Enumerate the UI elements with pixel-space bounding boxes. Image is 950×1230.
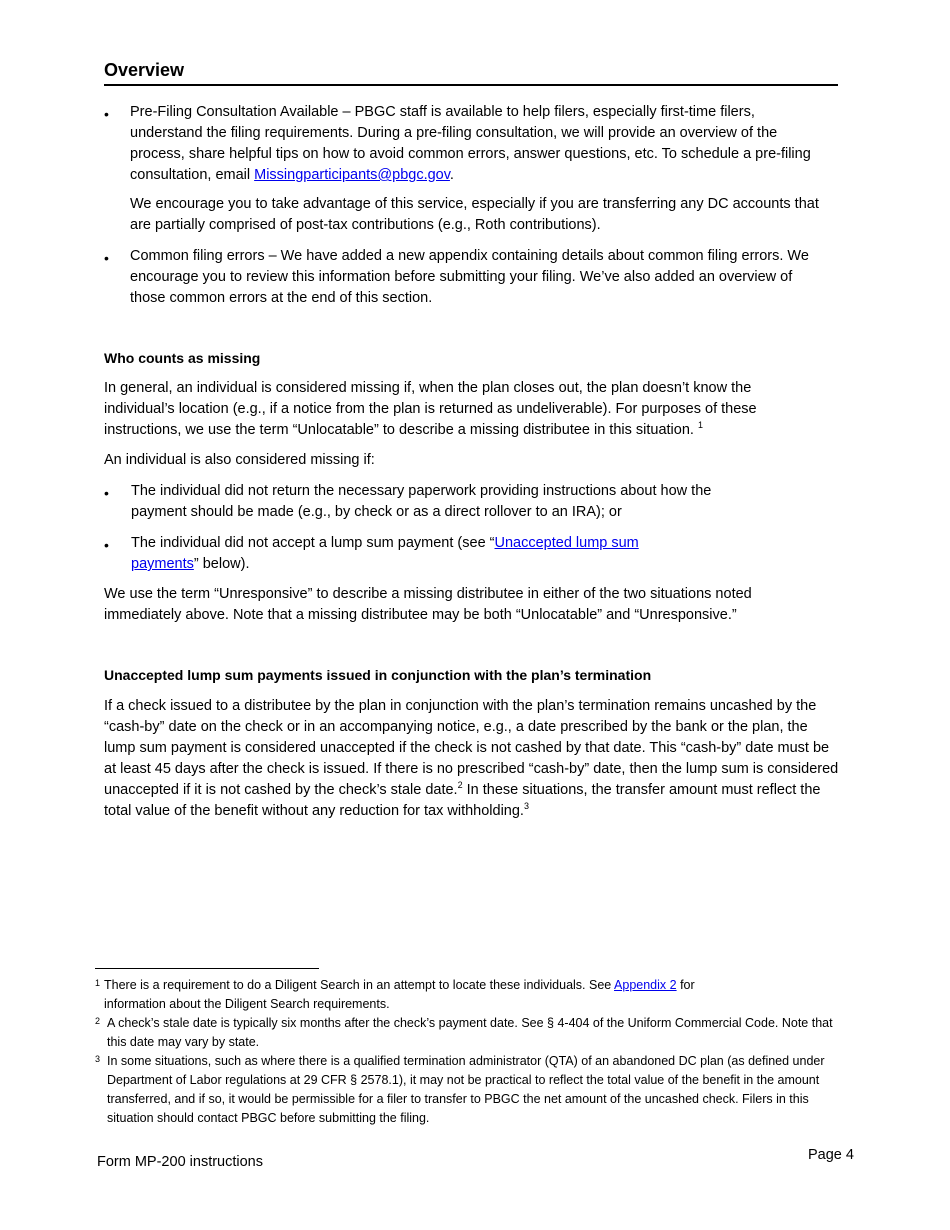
bullet-marker: •	[104, 537, 109, 553]
unaccepted-lump-sum-link[interactable]: Unaccepted lump sum payments	[131, 535, 639, 572]
unaccepted-heading: Unaccepted lump sum payments issued in conjunction with the plan’s termination	[104, 667, 652, 683]
consultation-period: .	[449, 167, 454, 183]
section-heading-bar	[104, 58, 838, 86]
who-counts-heading: Who counts as missing	[104, 350, 261, 366]
footnote-3: 3 In some situations, such as where there is a qualified termination administrator (QTA) of an abandoned DC plan (as defined under Department of Labor regulations at 29 CFR § 2578.1), it may not be practical to reflect the total value of the benefit in the amount transferred, and if so, it would be permissible for a filer to transfer to PBGC the net amount of the uncashed check. Filers in this situation should contact PBGC before submitting the filing.	[95, 1054, 825, 1125]
footnote-ref-2: 2	[457, 780, 463, 791]
footer-page-number: Page 4	[808, 1147, 854, 1163]
appendix-2-link[interactable]: Appendix 2	[614, 978, 677, 992]
consultation-encouragement: We encourage you to take advantage of this service, especially if you are transferring any DC accounts that are partially comprised of post-tax contributions (e.g., Roth contributions).	[130, 196, 819, 233]
footnote-number: 3	[95, 1054, 101, 1064]
bullet-marker: •	[104, 485, 109, 501]
bullet-marker: •	[104, 250, 109, 266]
footnote-number: 2	[95, 1016, 101, 1026]
overview-bullet-consultation	[130, 102, 820, 186]
unaccepted-paragraph: If a check issued to a distributee by the plan in conjunction with the plan’s termination remains uncashed by the “cash-by” date on the check or in an accompanying notice, e.g., a date prescribed by the bank or the plan, the lump sum payment is considered unaccepted if the check is not cashed by that date. This “cash-by” date must be at least 45 days after the check is issued. If there is no prescribed “cash-by” date, then the lump sum is considered unaccepted if it is not cashed by the check’s stale date.$^2$ In these situations, the transfer amount must reflect the total value of the benefit without any reduction for tax withholding.$^3$	[104, 698, 839, 819]
footnote-ref-3: 3	[523, 801, 529, 812]
footnote-2: 2 A check’s stale date is typically six months after the check’s payment date. See § 4-404 of the Uniform Commercial Code. Note that this date may vary by state.	[95, 1016, 833, 1049]
who-counts-para-2: An individual is also considered missing if:	[104, 452, 375, 468]
bullet-marker: •	[104, 106, 109, 122]
footnote-1: 1 There is a requirement to do a Diligent Search in an attempt to locate these individuals. See Appendix 2 for information about the Diligent Search requirements.	[95, 978, 695, 1011]
footnote-number: 1	[95, 978, 101, 988]
footnote-ref-1: 1	[697, 420, 703, 431]
overview-bullet-common-errors: Common filing errors – We have added a new appendix containing details about common filing errors. We encourage you to review this information before submitting your filing. We’ve also added an overview of those common errors at the end of this section.	[130, 248, 809, 306]
who-counts-para-1: In general, an individual is considered missing if, when the plan closes out, the plan doesn’t know the individual’s location (e.g., if a notice from the plan is returned as undeliverable). For purposes of these instructions, we use the term “Unlocatable” to describe a missing distributee in this situation. $^1$	[104, 380, 757, 438]
footer-form-name: Form MP-200 instructions	[97, 1154, 263, 1170]
email-link[interactable]: Missingparticipants@pbgc.gov	[254, 167, 450, 183]
footnote-divider	[95, 968, 319, 969]
page-title: Overview	[104, 60, 185, 80]
consultation-text: Pre-Filing Consultation Available – PBGC staff is available to help filers, especially first-time filers, understand the filing requirements. During a pre-filing consultation, we will provide an overview of the process, share helpful tips on how to avoid common errors, answer questions, etc. To schedule a pre-filing consultation, email	[130, 104, 811, 183]
missing-bullet-paperwork: The individual did not return the necessary paperwork providing instructions about how the payment should be made (e.g., by check or as a direct rollover to an IRA); or	[131, 483, 712, 520]
missing-bullet-lump-sum: The individual did not accept a lump sum payment (see “Unaccepted lump sum payments” below).	[131, 535, 639, 572]
who-counts-para-3: We use the term “Unresponsive” to describe a missing distributee in either of the two situations noted immediately above. Note that a missing distributee may be both “Unlocatable” and “Unresponsive.”	[104, 586, 752, 623]
